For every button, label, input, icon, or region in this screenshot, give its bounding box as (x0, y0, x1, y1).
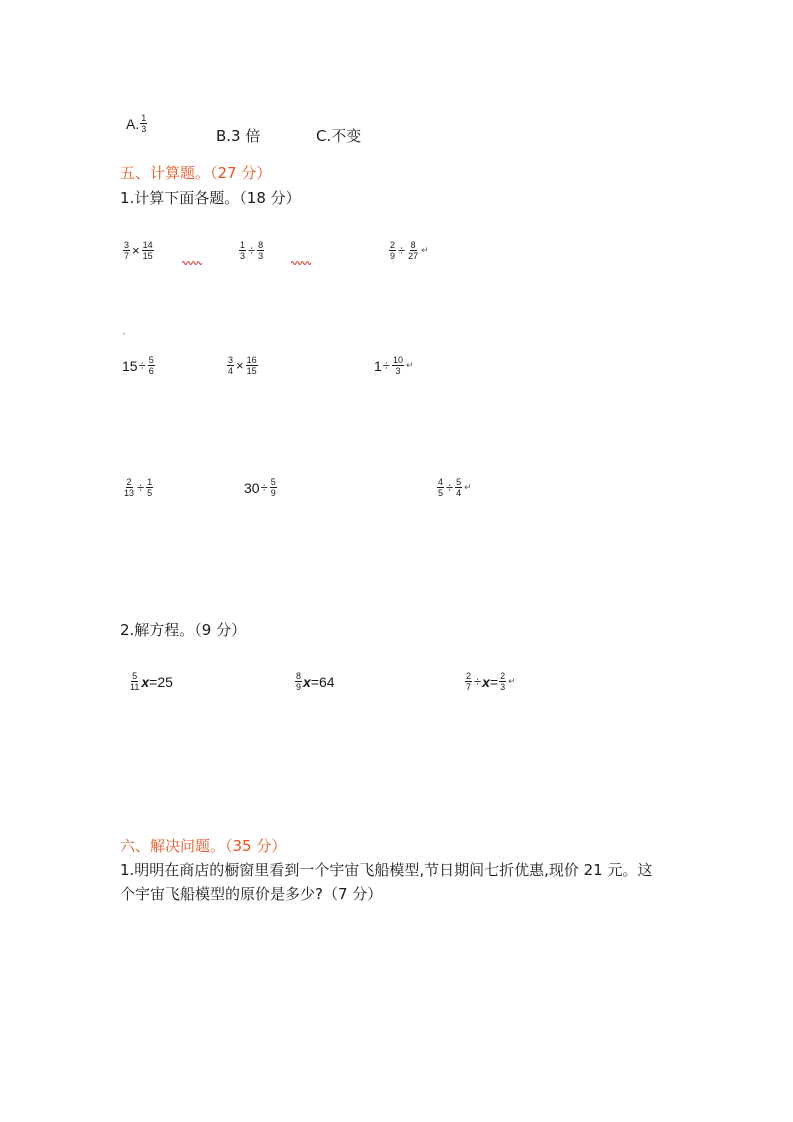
choice-a-fraction (140, 113, 147, 134)
fraction-denominator: 9 (270, 488, 276, 498)
section5-q1-title: 1.计算下面各题。（18 分） (120, 189, 301, 207)
fraction-denominator: 15 (142, 251, 153, 261)
operator: × (236, 358, 244, 373)
fraction-numerator: 2 (500, 671, 506, 681)
fraction (142, 240, 154, 261)
section6-q1-line2: 个宇宙飞船模型的原价是多少?（7 分） (120, 885, 383, 903)
choice-b: B.3 倍 (216, 127, 261, 145)
operator: ÷ (398, 243, 406, 258)
operator: × (132, 243, 140, 258)
variable-x: x (141, 673, 150, 690)
fraction-numerator: 5 (270, 477, 276, 487)
fraction-denominator: 3 (500, 682, 506, 692)
fraction-denominator: 3 (395, 366, 401, 376)
fraction (270, 477, 277, 498)
expression-term: 1 (374, 357, 382, 374)
calc-expression (374, 355, 414, 376)
expression-term: 15 (122, 357, 138, 374)
operator: ÷ (137, 480, 145, 495)
fraction-denominator: 3 (240, 251, 246, 261)
wavy-underline-icon (182, 260, 202, 266)
fraction-numerator: 1 (147, 477, 153, 487)
fraction-denominator: 5 (438, 488, 444, 498)
fraction (455, 477, 462, 498)
calc-expression (388, 240, 429, 261)
fraction (437, 477, 444, 498)
section5-q2-title: 2.解方程。（9 分） (120, 621, 247, 639)
section6-q1-line1: 1.明明在商店的橱窗里看到一个宇宙飞船模型,节日期间七折优惠,现价 21 元。这 (120, 861, 653, 879)
expression-term: 30 (244, 479, 260, 496)
fraction-numerator: 2 (390, 240, 396, 250)
equation (464, 671, 516, 692)
section6-title: 六、解决问题。（35 分） (120, 837, 287, 855)
operator: ÷ (474, 674, 482, 689)
choice-c: C.不变 (316, 127, 362, 145)
fraction-numerator: 3 (228, 355, 234, 365)
fraction-denominator: 5 (147, 488, 153, 498)
section5-title: 五、计算题。（27 分） (120, 164, 272, 182)
fraction-denominator: 13 (124, 488, 135, 498)
fraction-denominator: 7 (466, 682, 472, 692)
fraction-denominator: 4 (456, 488, 462, 498)
fraction-numerator: 3 (124, 240, 130, 250)
calc-expression (122, 355, 156, 376)
fraction-numerator: 2 (466, 671, 472, 681)
fraction-numerator: 16 (246, 355, 257, 365)
fraction-denominator: 15 (246, 366, 257, 376)
fraction (146, 477, 153, 498)
tick-mark: ˋ (122, 333, 127, 343)
variable-x: x (482, 673, 490, 690)
fraction (295, 671, 302, 692)
return-mark-icon: ↵ (421, 245, 429, 255)
fraction-numerator: 1 (240, 240, 246, 250)
fraction (123, 477, 135, 498)
fraction-numerator: 8 (410, 240, 416, 250)
fraction-denominator: 7 (124, 251, 130, 261)
calc-expression (436, 477, 472, 498)
fraction-numerator: 5 (148, 355, 154, 365)
fraction (227, 355, 234, 376)
fraction-denominator: 3 (141, 124, 147, 134)
fraction-numerator: 4 (438, 477, 444, 487)
operator: ÷ (260, 480, 268, 495)
calc-expression (244, 477, 278, 498)
fraction-denominator: 6 (148, 366, 154, 376)
fraction-numerator: 2 (126, 477, 132, 487)
equation (128, 671, 173, 692)
operator: ÷ (248, 243, 256, 258)
fraction (123, 240, 130, 261)
operator: ÷ (382, 358, 390, 373)
fraction (257, 240, 264, 261)
fraction-numerator: 5 (456, 477, 462, 487)
fraction (246, 355, 258, 376)
calc-expression (122, 477, 154, 498)
wavy-underline-icon (291, 260, 311, 266)
return-mark-icon: ↵ (464, 482, 472, 492)
choice-a-prefix: A. (126, 115, 140, 132)
fraction-denominator: 9 (390, 251, 396, 261)
fraction (465, 671, 472, 692)
fraction (129, 671, 140, 692)
fraction (407, 240, 419, 261)
operator: ÷ (446, 480, 454, 495)
expression-term: =64 (310, 673, 335, 690)
fraction (239, 240, 246, 261)
operator: ÷ (138, 358, 146, 373)
fraction-numerator: 8 (258, 240, 264, 250)
variable-x: x (303, 673, 311, 690)
fraction-denominator: 27 (408, 251, 419, 261)
fraction-denominator: 9 (296, 682, 302, 692)
fraction (499, 671, 506, 692)
fraction-numerator: 10 (392, 355, 403, 365)
fraction-numerator: 8 (296, 671, 302, 681)
fraction-numerator: 14 (142, 240, 153, 250)
fraction-denominator: 3 (258, 251, 264, 261)
return-mark-icon: ↵ (508, 676, 516, 686)
equation (294, 671, 335, 692)
fraction-numerator: 5 (132, 671, 138, 681)
fraction (389, 240, 396, 261)
fraction-denominator: 4 (228, 366, 234, 376)
calc-expression (226, 355, 259, 376)
calc-expression (122, 240, 155, 261)
fraction (392, 355, 404, 376)
expression-term: =25 (149, 673, 173, 690)
fraction-numerator: 1 (141, 113, 147, 123)
choice-a (126, 113, 148, 134)
fraction-denominator: 11 (130, 682, 140, 692)
fraction (148, 355, 155, 376)
calc-expression (238, 240, 265, 261)
expression-term: = (489, 673, 499, 690)
return-mark-icon: ↵ (405, 360, 414, 370)
